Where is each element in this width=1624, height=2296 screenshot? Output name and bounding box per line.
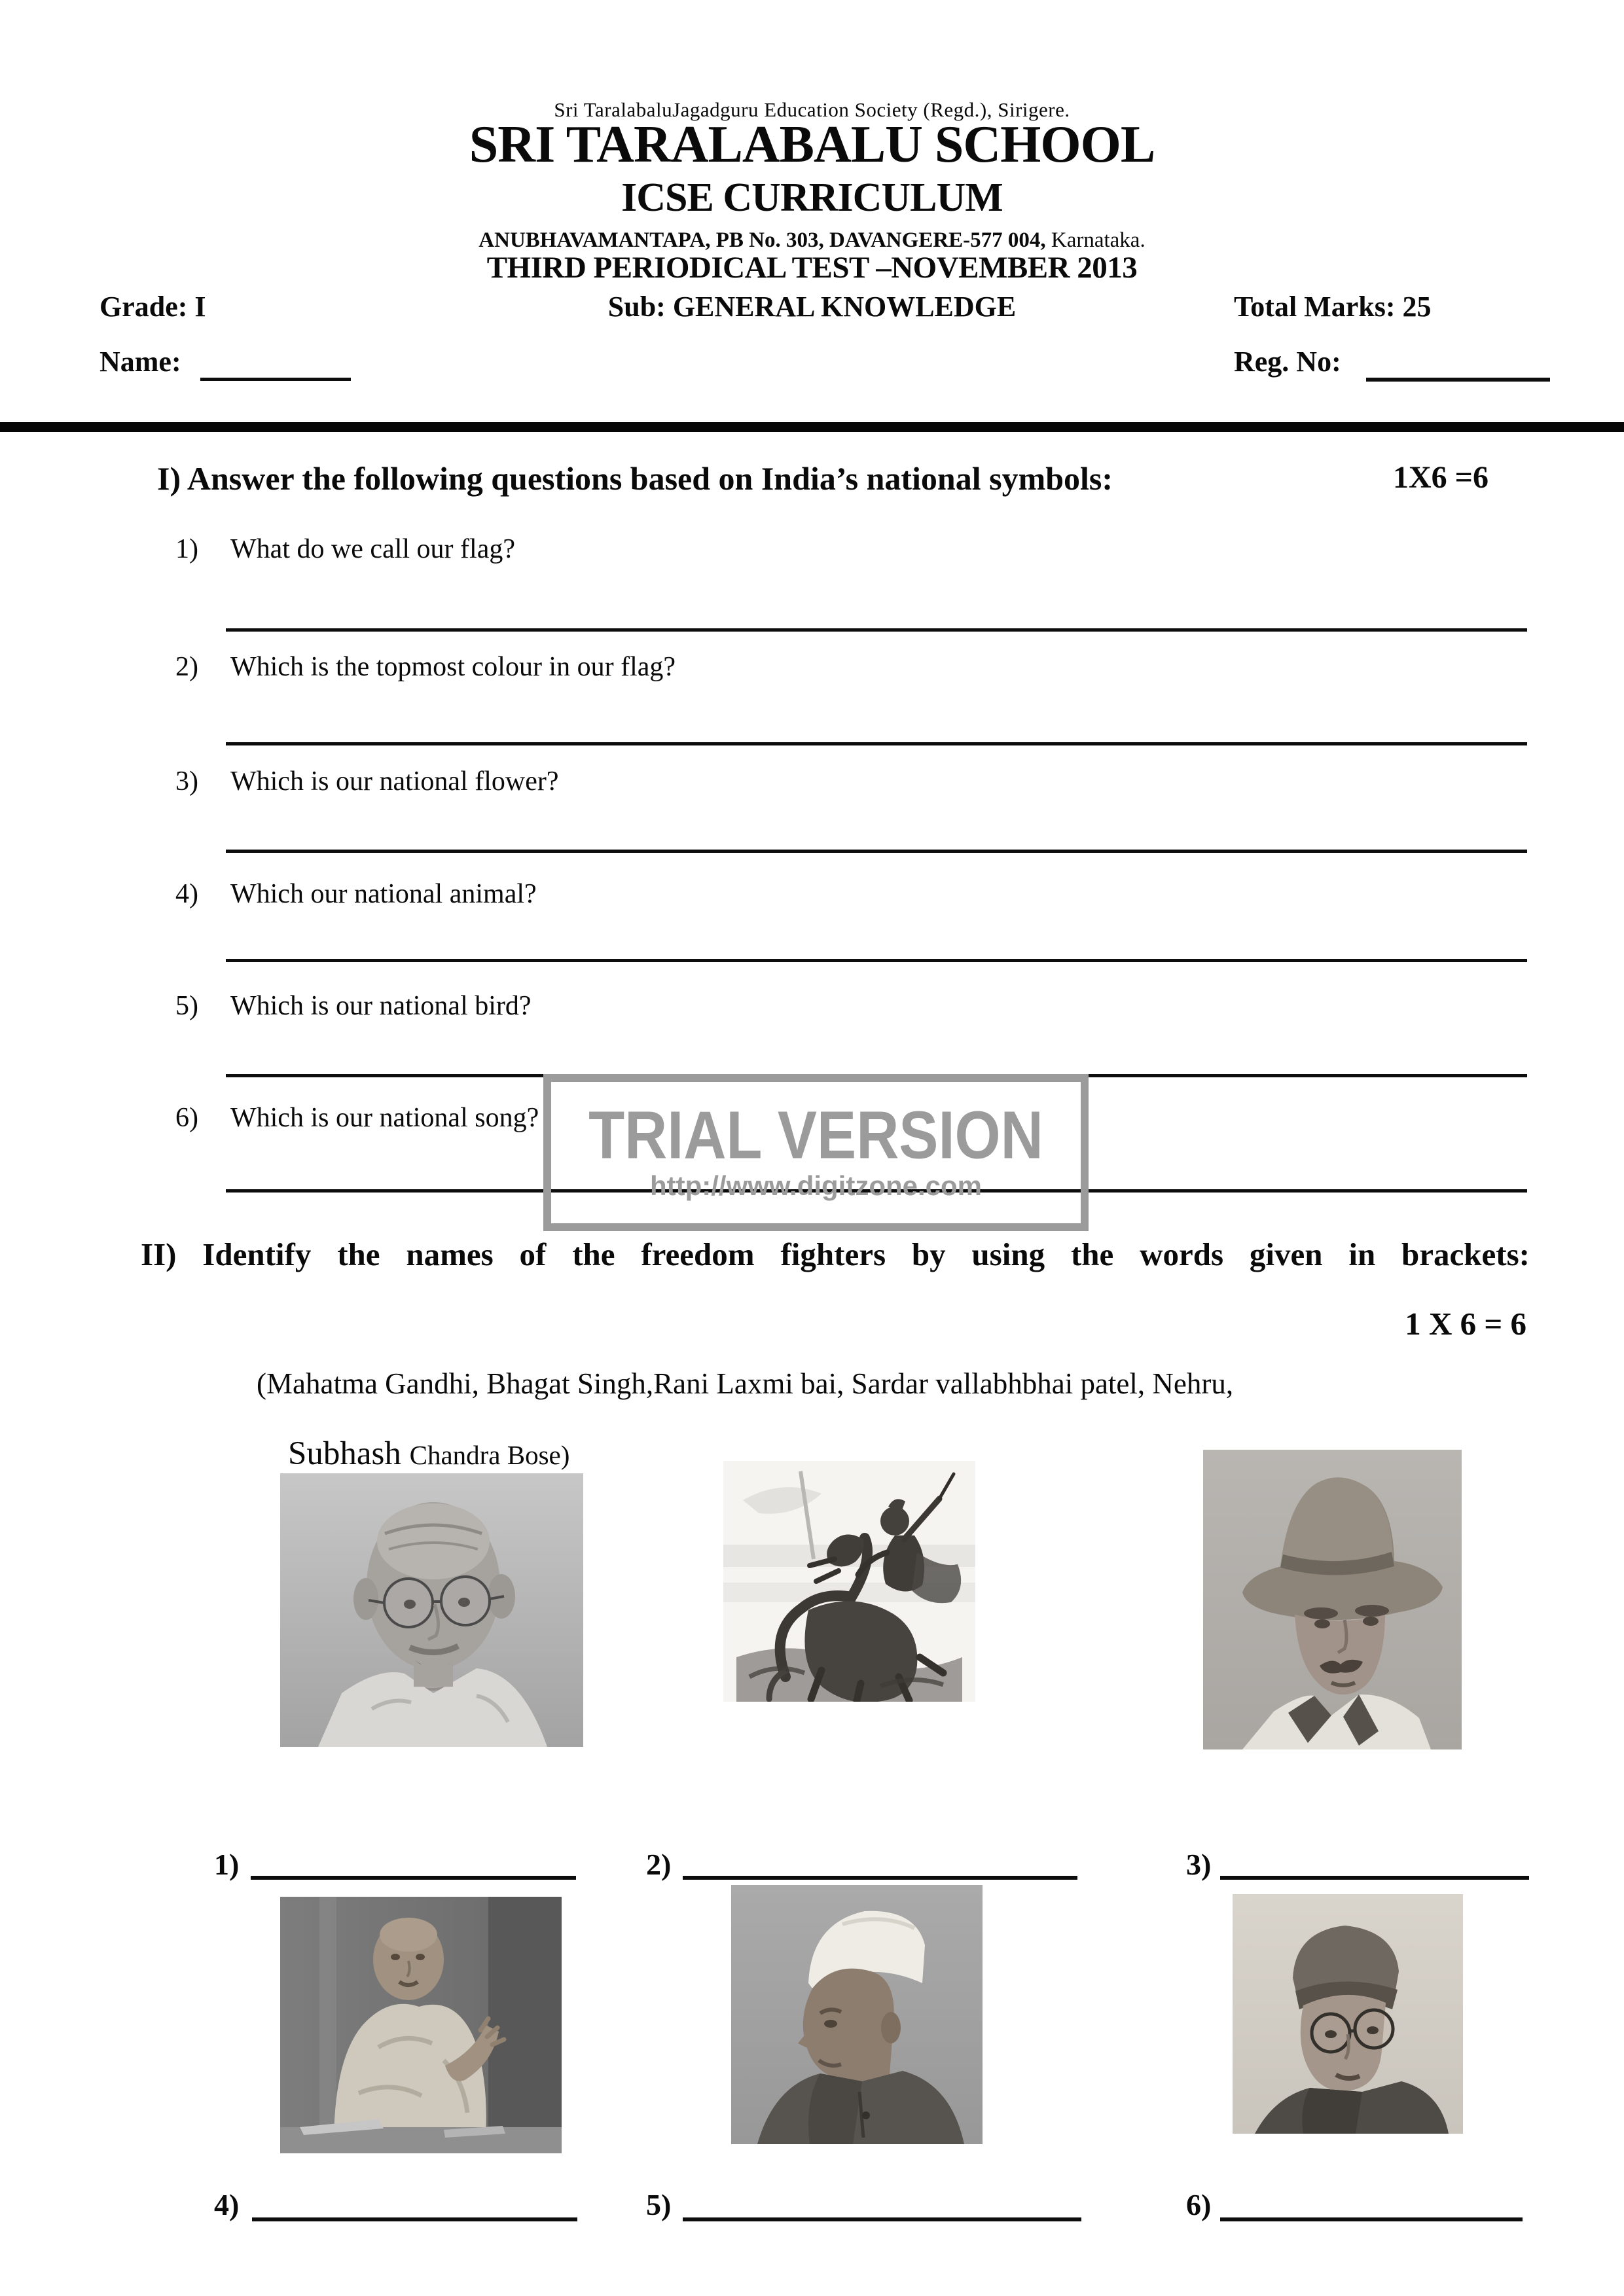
portrait-slot-1 [280, 1473, 583, 1747]
section2-heading: II) Identify the names of the freedom fighters by using the words given in brackets: [141, 1236, 1530, 1272]
word-bank-line2-small: Chandra Bose) [409, 1440, 570, 1470]
question-number: 1) [175, 534, 198, 564]
question-number: 5) [175, 991, 198, 1021]
question-row-1 [175, 533, 515, 565]
trial-watermark-title: TRIAL VERSION [588, 1098, 1043, 1174]
portrait-slot-6 [1233, 1894, 1463, 2134]
answer-label-3: 3) [1186, 1848, 1212, 1881]
bhagat-singh-portrait-image [1203, 1450, 1462, 1749]
question-row-3 [175, 766, 559, 797]
answer-line-q4 [226, 959, 1527, 962]
header-divider-rule [0, 422, 1624, 432]
question-text: Which our national animal? [230, 879, 537, 909]
school-address [0, 228, 1624, 253]
nehru-portrait-image [731, 1885, 983, 2144]
portrait-slot-5 [731, 1885, 983, 2144]
question-row-2 [175, 651, 676, 683]
trial-watermark-url: http://www.digitzone.com [649, 1170, 983, 1201]
rani-laxmi-bai-portrait-image [723, 1461, 975, 1702]
section2-marks: 1 X 6 = 6 [1405, 1306, 1526, 1342]
question-number: 6) [175, 1103, 198, 1133]
answer-label-4: 4) [214, 2188, 240, 2221]
word-bank-line2 [288, 1435, 569, 1473]
question-row-5 [175, 990, 532, 1022]
name-blank-line [200, 378, 351, 381]
mahatma-gandhi-portrait-image [280, 1473, 583, 1747]
answer-line-q3 [226, 850, 1527, 853]
school-address-regular: Karnataka. [1045, 228, 1146, 252]
question-row-4 [175, 878, 537, 910]
sardar-patel-portrait-image [280, 1897, 562, 2153]
question-text: Which is our national flower? [230, 766, 559, 797]
portrait-slot-2 [723, 1461, 975, 1702]
question-text: What do we call our flag? [230, 534, 515, 564]
question-number: 4) [175, 879, 198, 909]
question-number: 3) [175, 766, 198, 797]
school-name-title: SRI TARALABALU SCHOOL [469, 116, 1155, 173]
answer-label-5: 5) [646, 2188, 672, 2221]
curriculum-subtitle: ICSE CURRICULUM [621, 175, 1003, 220]
answer-blank-3 [1220, 1876, 1529, 1880]
answer-label-2: 2) [646, 1848, 672, 1881]
answer-blank-4 [252, 2217, 577, 2221]
question-text: Which is our national song? [230, 1103, 539, 1133]
answer-label-1: 1) [214, 1848, 240, 1881]
portrait-slot-4 [280, 1897, 562, 2153]
answer-blank-2 [683, 1876, 1077, 1880]
portrait-slot-3 [1203, 1450, 1462, 1749]
answer-line-q1 [226, 628, 1527, 632]
answer-blank-5 [683, 2217, 1081, 2221]
society-line: Sri TaralabaluJagadguru Education Society (Regd.), Sirigere. [554, 98, 1070, 121]
word-bank-line1: (Mahatma Gandhi, Bhagat Singh,Rani Laxmi bai, Sardar vallabhbhai patel, Nehru, [257, 1367, 1234, 1400]
total-marks-label: Total Marks: 25 [1234, 291, 1432, 323]
name-label: Name: [99, 346, 181, 378]
question-number: 2) [175, 652, 198, 682]
answer-line-q2 [226, 742, 1527, 745]
question-text: Which is the topmost colour in our flag? [230, 652, 676, 682]
trial-watermark-box [543, 1074, 1089, 1231]
section1-heading: I) Answer the following questions based on India’s national symbols: [157, 460, 1113, 497]
answer-blank-6 [1220, 2217, 1523, 2221]
answer-blank-1 [251, 1876, 576, 1880]
answer-label-6: 6) [1186, 2188, 1212, 2221]
subject-label: Sub: GENERAL KNOWLEDGE [607, 291, 1017, 323]
question-text: Which is our national bird? [230, 991, 532, 1021]
test-title: THIRD PERIODICAL TEST –NOVEMBER 2013 [486, 251, 1138, 285]
regno-label: Reg. No: [1234, 346, 1341, 378]
regno-blank-line [1366, 378, 1550, 382]
grade-label: Grade: I [99, 291, 206, 323]
word-bank-line2-large: Subhash [288, 1435, 410, 1472]
question-row-6 [175, 1102, 539, 1134]
section1-marks: 1X6 =6 [1393, 460, 1489, 495]
school-address-bold: ANUBHAVAMANTAPA, PB No. 303, DAVANGERE-577 004, [478, 228, 1046, 252]
subhash-chandra-bose-portrait-image [1233, 1894, 1463, 2134]
